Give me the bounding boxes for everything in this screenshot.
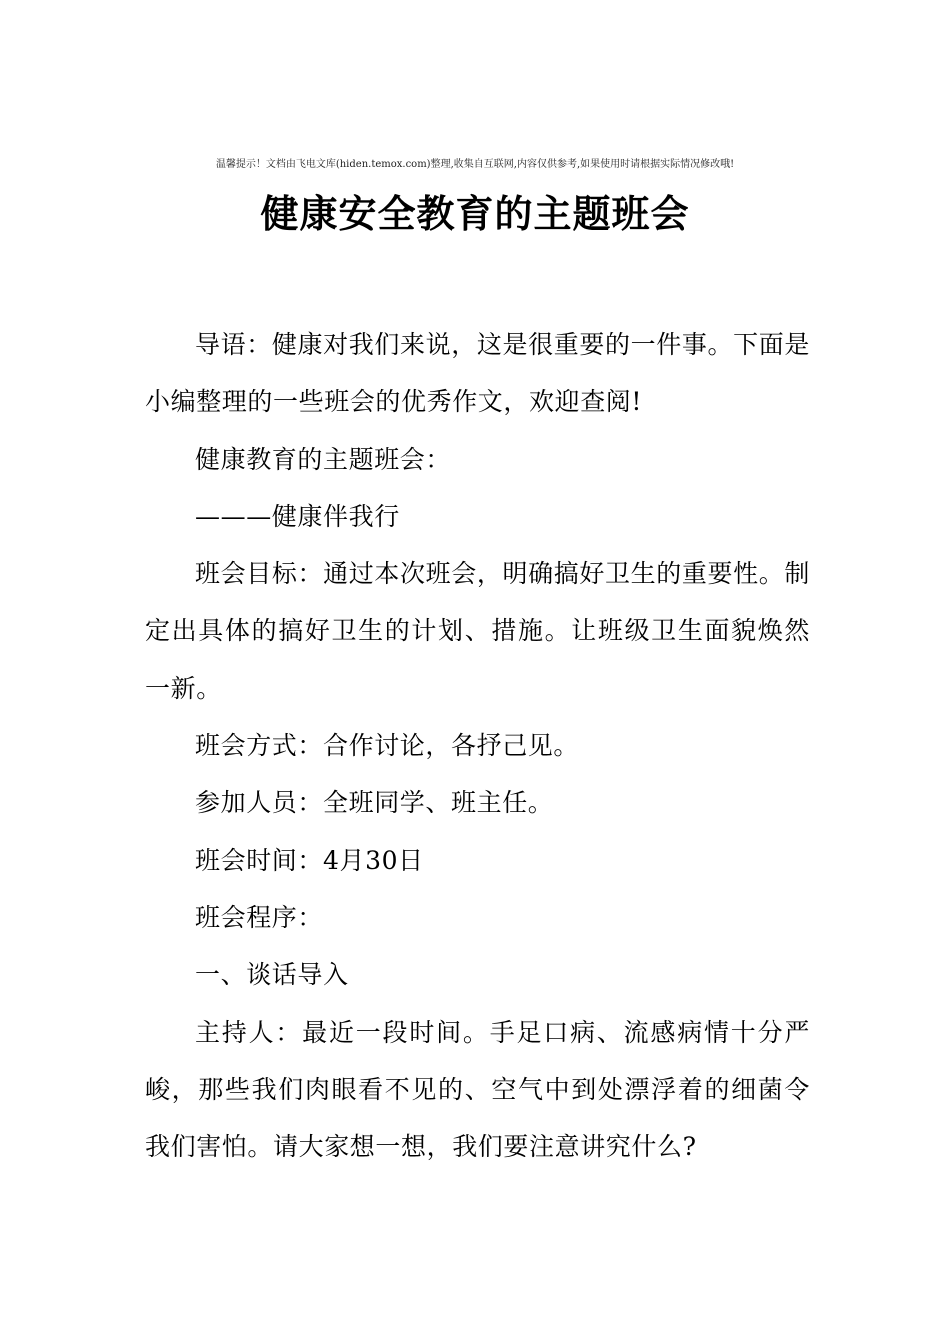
- paragraph-procedure: 班会程序：: [195, 902, 324, 932]
- paragraph-intro: 导语：健康对我们来说，这是很重要的一件事。下面是小编整理的一些班会的优秀作文，欢迎查阅!: [145, 330, 810, 417]
- header-notice: 温馨提示！文档由飞电文库(hiden.temox.com)整理,收集自互联网,内容仅供参考,如果使用时请根据实际情况修改哦!: [215, 159, 735, 170]
- paragraph-method: 班会方式：合作讨论，各抒己见。: [195, 731, 580, 761]
- paragraph-time: 班会时间：4月30日: [195, 845, 424, 875]
- document-title: 健康安全教育的主题班会: [260, 191, 690, 236]
- document-body: [145, 316, 810, 1175]
- paragraph-goal: 班会目标：通过本次班会，明确搞好卫生的重要性。制定出具体的搞好卫生的计划、措施。让班级卫生面貌焕然一新。: [145, 559, 810, 703]
- paragraph-section-one: 一、谈话导入: [195, 960, 349, 990]
- paragraph-subtitle: ———健康伴我行: [195, 501, 400, 531]
- paragraph-host-speech: 主持人：最近一段时间。手足口病、流感病情十分严峻，那些我们肉眼看不见的、空气中到处漂浮着的细菌令我们害怕。请大家想一想，我们要注意讲究什么?: [145, 1017, 810, 1162]
- paragraph-topic: 健康教育的主题班会：: [195, 444, 452, 474]
- paragraph-participants: 参加人员：全班同学、班主任。: [195, 788, 554, 818]
